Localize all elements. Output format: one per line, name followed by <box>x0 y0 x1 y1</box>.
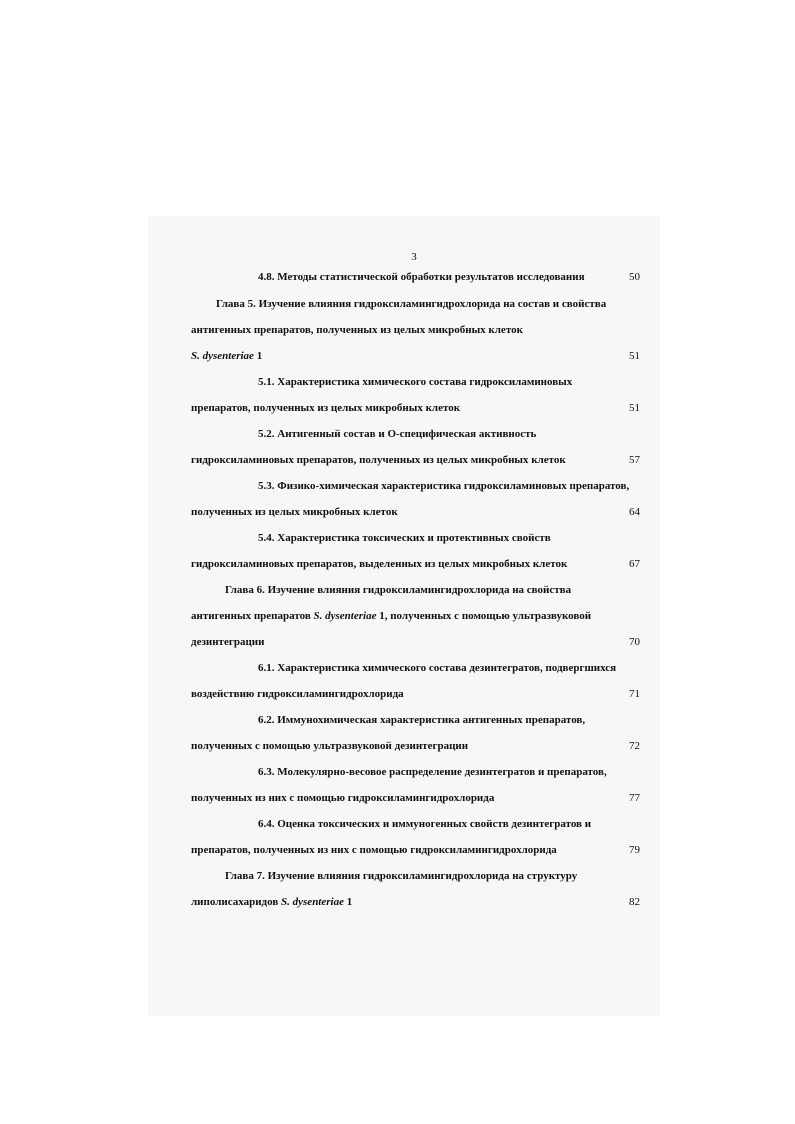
toc-chapter-7-line2-post: 1 <box>343 896 353 908</box>
toc-entry-5-3-line1: 5.3. Физико-химическая характеристика гидроксиламиновых препаратов, <box>258 480 630 492</box>
toc-entry-5-3-line2: полученных из целых микробных клеток <box>191 506 398 518</box>
toc-page-6-1: 71 <box>629 688 640 700</box>
toc-page-5-2: 57 <box>629 454 640 466</box>
toc-chapter-6-line1: Глава 6. Изучение влияния гидроксиламингидрохлорида на свойства <box>225 584 572 596</box>
toc-entry-5-4-line2: гидроксиламиновых препаратов, выделенных из целых микробных клеток <box>191 558 568 570</box>
toc-chapter-6-line2-post: 1, полученных с помощью ультразвуковой <box>376 610 592 622</box>
toc-chapter-7-species: S. dysenteriae <box>281 896 344 908</box>
page-number: 3 <box>411 251 417 263</box>
toc-chapter-7-line2-pre: липолисахаридов <box>191 896 282 908</box>
toc-entry-5-4-line1: 5.4. Характеристика токсических и протективных свойств <box>258 532 551 544</box>
toc-chapter-7-line2 <box>191 895 352 909</box>
toc-page-chapter-7: 82 <box>629 896 640 908</box>
toc-page-4-8: 50 <box>629 271 640 283</box>
toc-chapter-5-line1: Глава 5. Изучение влияния гидроксиламингидрохлорида на состав и свойства <box>216 298 607 310</box>
toc-chapter-5-line3 <box>191 349 262 363</box>
toc-chapter-6-line2 <box>191 609 591 623</box>
toc-page-chapter-6: 70 <box>629 636 640 648</box>
toc-entry-6-3-line2: полученных из них с помощью гидроксиламингидрохлорида <box>191 792 495 804</box>
toc-entry-6-4-line2: препаратов, полученных из них с помощью гидроксиламингидрохлорида <box>191 844 557 856</box>
toc-entry-6-2-line2: полученных с помощью ультразвуковой дезинтеграции <box>191 740 469 752</box>
toc-entry-6-2-line1: 6.2. Иммунохимическая характеристика антигенных препаратов, <box>258 714 586 726</box>
toc-entry-6-1-line2: воздействию гидроксиламингидрохлорида <box>191 688 404 700</box>
toc-page-5-1: 51 <box>629 402 640 414</box>
toc-entry-4-8: 4.8. Методы статистической обработки результатов исследования <box>258 271 585 283</box>
toc-page-5-3: 64 <box>629 506 640 518</box>
toc-chapter-6-species: S. dysenteriae <box>313 610 377 622</box>
toc-entry-5-2-line1: 5.2. Антигенный состав и О-специфическая активность <box>258 428 537 440</box>
toc-chapter-5-strain: 1 <box>253 350 263 362</box>
toc-chapter-6-line2-pre: антигенных препаратов <box>191 610 314 622</box>
toc-chapter-6-line3: дезинтеграции <box>191 636 265 648</box>
toc-chapter-5-line2: антигенных препаратов, полученных из целых микробных клеток <box>191 324 523 336</box>
toc-entry-6-4-line1: 6.4. Оценка токсических и иммуногенных свойств дезинтегратов и <box>258 818 592 830</box>
toc-entry-6-1-line1: 6.1. Характеристика химического состава дезинтегратов, подвергшихся <box>258 662 617 674</box>
toc-entry-5-2-line2: гидроксиламиновых препаратов, полученных из целых микробных клеток <box>191 454 566 466</box>
toc-page-5-4: 67 <box>629 558 640 570</box>
toc-page-6-3: 77 <box>629 792 640 804</box>
toc-entry-5-1-line2: препаратов, полученных из целых микробных клеток <box>191 402 461 414</box>
toc-chapter-5-species: S. dysenteriae <box>191 350 254 362</box>
toc-page-6-2: 72 <box>629 740 640 752</box>
toc-entry-6-3-line1: 6.3. Молекулярно-весовое распределение дезинтегратов и препаратов, <box>258 766 607 778</box>
toc-page-6-4: 79 <box>629 844 640 856</box>
toc-chapter-7-line1: Глава 7. Изучение влияния гидроксиламингидрохлорида на структуру <box>225 870 578 882</box>
toc-entry-5-1-line1: 5.1. Характеристика химического состава гидроксиламиновых <box>258 376 573 388</box>
toc-page-chapter-5: 51 <box>629 350 640 362</box>
